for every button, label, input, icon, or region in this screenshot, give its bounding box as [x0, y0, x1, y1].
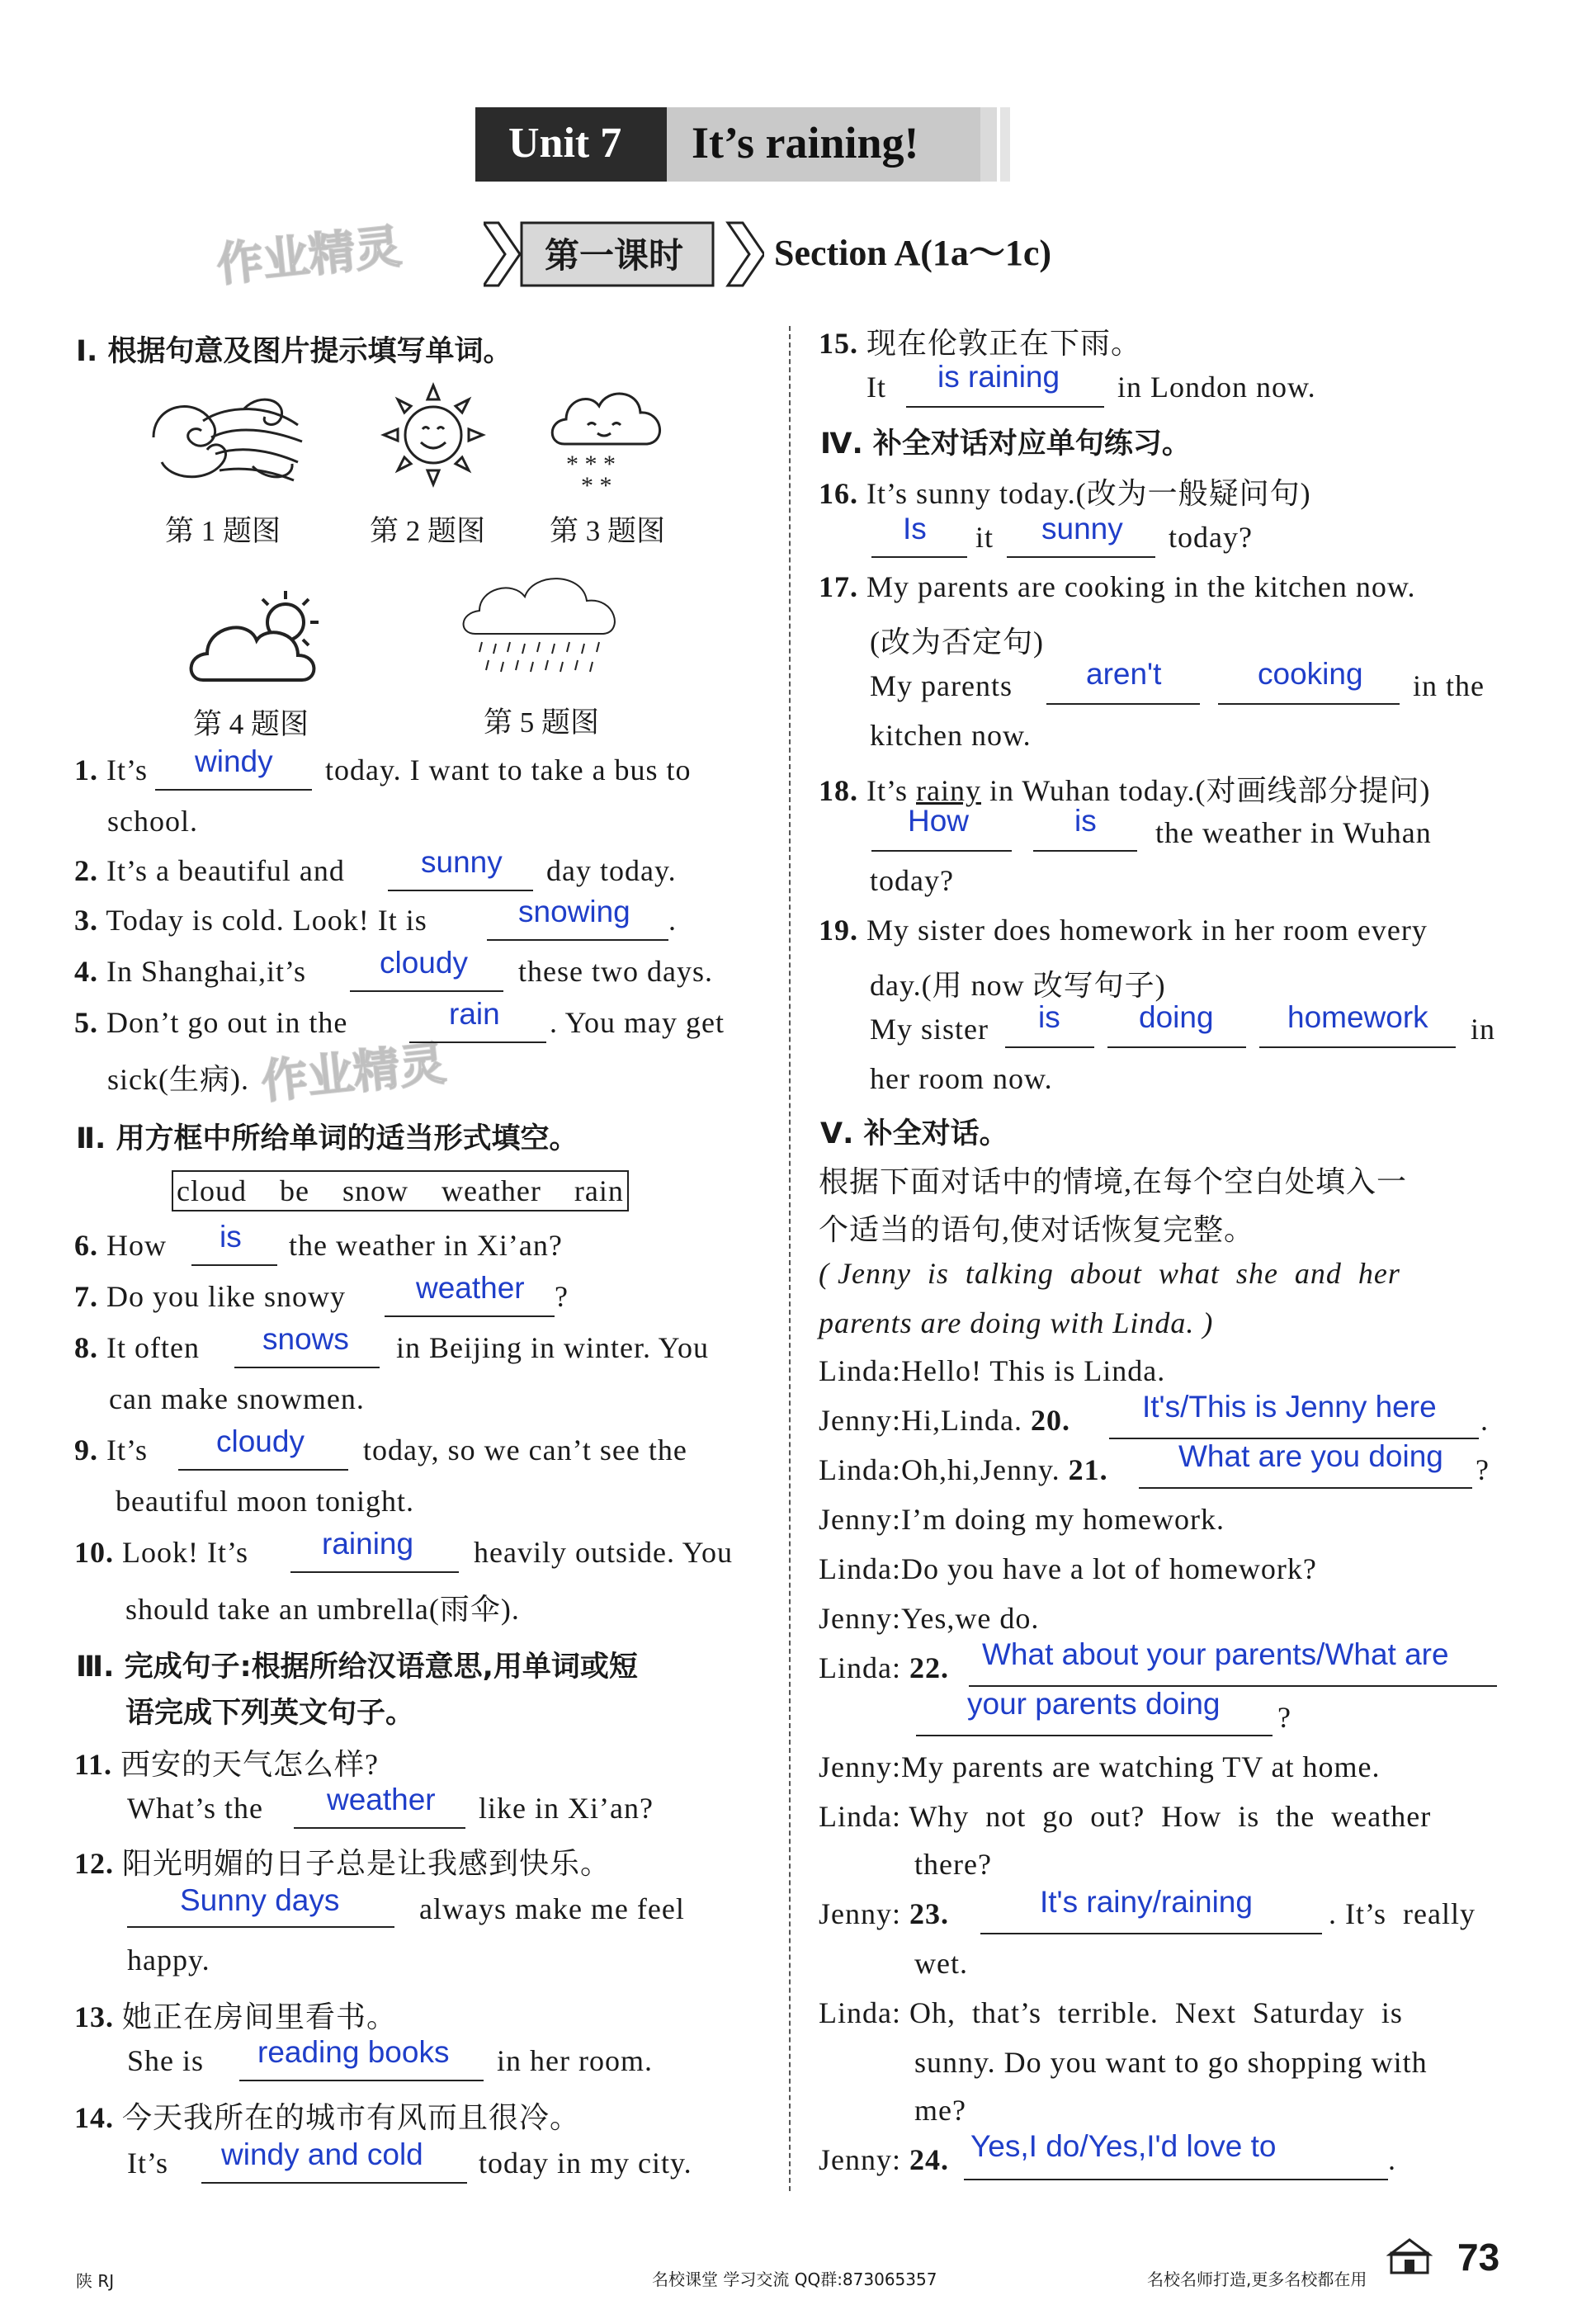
- part5-context-2: parents are doing with Linda. ): [819, 1306, 1214, 1339]
- q9-text: today, so we can’t see the: [363, 1433, 687, 1466]
- footer-left: 陕 RJ: [76, 2271, 115, 2291]
- q4-text: these two days.: [518, 955, 713, 988]
- q7: 7. Do you like snowy: [74, 1280, 346, 1313]
- q19: 19. My sister does homework in her room every: [819, 914, 1428, 947]
- q5-text: . You may get: [550, 1006, 725, 1039]
- q18-blank-1[interactable]: [871, 850, 1012, 852]
- lesson-badge: 第一课时: [545, 235, 684, 276]
- q15-b: in London now.: [1117, 371, 1316, 404]
- unit-number: Unit 7: [508, 120, 622, 167]
- q16-b: today?: [1169, 521, 1253, 554]
- q9-answer: cloudy: [216, 1424, 305, 1458]
- part5-context-1: ( Jenny is talking about what she and her: [819, 1257, 1400, 1290]
- q18-answer-2: is: [1074, 804, 1097, 838]
- q19-b: day.(用 now 改写句子): [870, 969, 1166, 1002]
- q14-cn: 14. 今天我所在的城市有风而且很冷。: [74, 2101, 581, 2134]
- dialog-line-9: Linda: Why not go out? How is the weather: [819, 1800, 1432, 1833]
- q13-blank[interactable]: [239, 2080, 484, 2081]
- q13-cn: 13. 她正在房间里看书。: [74, 2000, 398, 2033]
- q17-e: kitchen now.: [870, 719, 1032, 752]
- footer-mid: 名校课堂 学习交流 QQ群:873065357: [652, 2269, 937, 2289]
- part4-heading: Ⅳ. 补全对话对应单句练习。: [820, 427, 1191, 460]
- q1: 1. It’s: [74, 753, 149, 786]
- unit-name: It’s raining!: [692, 118, 919, 168]
- q12-c: happy.: [127, 1944, 210, 1977]
- q7-answer: weather: [416, 1271, 525, 1305]
- dialog-line-6: Jenny:Yes,we do.: [819, 1602, 1040, 1635]
- q7-blank[interactable]: [385, 1315, 555, 1317]
- q12-cn: 12. 阳光明媚的日子总是让我感到快乐。: [74, 1847, 611, 1880]
- q15-cn: 15. 现在伦敦正在下雨。: [819, 327, 1142, 360]
- q8-blank[interactable]: [234, 1367, 380, 1368]
- q16: 16. It’s sunny today.(改为一般疑问句): [819, 477, 1311, 510]
- footer-right: 名校名师打造,更多名校都在用: [1147, 2269, 1367, 2289]
- dialog-line-10-cont: wet.: [914, 1947, 968, 1980]
- dialog-line-11-cont: sunny. Do you want to go shopping with: [914, 2046, 1428, 2079]
- q5: 5. Don’t go out in the: [74, 1006, 348, 1039]
- dialog-line-12: Jenny: 24.: [819, 2143, 949, 2176]
- q15-blank[interactable]: [906, 406, 1104, 408]
- caption-3: 第 3 题图: [550, 515, 666, 547]
- caption-2: 第 2 题图: [370, 515, 486, 547]
- q22-answer-2: your parents doing: [967, 1687, 1221, 1721]
- dialog-line-2: Jenny:Hi,Linda. 20.: [819, 1404, 1070, 1437]
- q6-answer: is: [220, 1220, 242, 1254]
- q17-answer-1: aren't: [1086, 657, 1162, 691]
- q17-c: My parents: [870, 669, 1013, 702]
- dialog-line-9-cont: there?: [914, 1848, 992, 1881]
- dialog-line-8: Jenny:My parents are watching TV at home.: [819, 1750, 1381, 1783]
- snow-icon: [548, 380, 672, 495]
- q24-answer: Yes,I do/Yes,I'd love to: [970, 2129, 1277, 2163]
- q18: 18. It’s rainy in Wuhan today.(对画线部分提问): [819, 774, 1431, 807]
- part2-heading: Ⅱ. 用方框中所给单词的适当形式填空。: [76, 1122, 578, 1155]
- q8-cont: can make snowmen.: [109, 1382, 365, 1415]
- q1-blank[interactable]: [155, 789, 312, 791]
- q13-answer: reading books: [257, 2035, 450, 2069]
- q6: 6. How: [74, 1229, 167, 1262]
- part5-intro-2: 个适当的语句,使对话恢复完整。: [819, 1213, 1255, 1246]
- q23-blank[interactable]: [980, 1933, 1322, 1934]
- wind-icon: [145, 388, 310, 495]
- section-title: Section A(1a～1c): [774, 233, 1052, 273]
- word-box: cloud be snow weather rain: [172, 1170, 629, 1211]
- q15-answer: is raining: [937, 360, 1060, 394]
- q18-blank-2[interactable]: [1033, 850, 1137, 852]
- q12-blank[interactable]: [127, 1926, 394, 1928]
- q17: 17. My parents are cooking in the kitchen now.: [819, 570, 1416, 603]
- rain-icon: [459, 568, 632, 692]
- q16-blank-1[interactable]: [871, 556, 967, 558]
- q17-answer-2: cooking: [1258, 657, 1363, 691]
- school-logo-icon: [1386, 2233, 1433, 2279]
- q11-answer: weather: [327, 1783, 436, 1816]
- dialog-line-5: Linda:Do you have a lot of homework?: [819, 1552, 1317, 1585]
- dialog-line-7: Linda: 22.: [819, 1651, 949, 1684]
- q10-cont: should take an umbrella(雨伞).: [125, 1593, 520, 1626]
- q5-answer: rain: [449, 997, 500, 1031]
- q13-a: She is: [127, 2044, 205, 2077]
- q18-c: the weather in Wuhan: [1155, 816, 1432, 849]
- watermark: 作业精灵: [214, 220, 404, 293]
- part1-heading: Ⅰ. 根据句意及图片提示填写单词。: [76, 335, 512, 368]
- q10-answer: raining: [322, 1527, 414, 1561]
- q19-answer-1: is: [1038, 1000, 1060, 1034]
- q16-blank-2[interactable]: [1007, 556, 1155, 558]
- q9: 9. It’s: [74, 1433, 149, 1466]
- svg-text:* *: * *: [581, 472, 612, 495]
- q23-answer: It's rainy/raining: [1040, 1885, 1253, 1919]
- q2: 2. It’s a beautiful and: [74, 854, 345, 887]
- watermark-2: 作业精灵: [258, 1037, 449, 1110]
- dialog-line-11-cont-2: me?: [914, 2094, 966, 2127]
- q9-cont: beautiful moon tonight.: [116, 1485, 414, 1518]
- q20-answer: It's/This is Jenny here: [1142, 1390, 1437, 1424]
- unit-title-bar: [475, 107, 1020, 182]
- q4-blank[interactable]: [350, 990, 503, 992]
- dialog-line-11: Linda: Oh, that’s terrible. Next Saturday is: [819, 1996, 1403, 2029]
- q16-m: it: [975, 521, 994, 554]
- q4: 4. In Shanghai,it’s: [74, 955, 306, 988]
- q24-end: .: [1388, 2143, 1396, 2176]
- q12-answer: Sunny days: [180, 1883, 340, 1917]
- q4-answer: cloudy: [380, 946, 468, 980]
- q19-blank-2[interactable]: [1107, 1046, 1246, 1048]
- q20-end: .: [1480, 1404, 1489, 1437]
- q6-text: the weather in Xi’an?: [289, 1229, 563, 1262]
- part5-heading: Ⅴ. 补全对话。: [820, 1117, 1008, 1150]
- q1-text: today. I want to take a bus to: [325, 753, 692, 786]
- q14-b: today in my city.: [479, 2147, 692, 2180]
- caption-4: 第 4 题图: [193, 708, 309, 740]
- q19-c: My sister: [870, 1013, 989, 1046]
- q11-a: What’s the: [127, 1792, 263, 1825]
- q3-answer: snowing: [518, 895, 630, 928]
- sun-icon: [380, 381, 487, 489]
- q19-e: her room now.: [870, 1062, 1053, 1095]
- q11-blank[interactable]: [294, 1827, 465, 1829]
- q17-blank-2[interactable]: [1218, 703, 1400, 705]
- q8-answer: snows: [262, 1322, 349, 1356]
- dialog-line-1: Linda:Hello! This is Linda.: [819, 1354, 1166, 1387]
- q24-blank[interactable]: [964, 2179, 1388, 2180]
- caption-1: 第 1 题图: [165, 515, 281, 547]
- q14-a: It’s: [127, 2147, 169, 2180]
- part5-intro-1: 根据下面对话中的情境,在每个空白处填入一: [819, 1165, 1408, 1198]
- q2-text: day today.: [546, 854, 677, 887]
- q13-b: in her room.: [497, 2044, 653, 2077]
- q17-blank-1[interactable]: [1046, 703, 1200, 705]
- q16-answer-1: Is: [903, 512, 927, 546]
- q19-blank-3[interactable]: [1259, 1046, 1456, 1048]
- q2-blank[interactable]: [388, 890, 533, 891]
- q22-blank-2[interactable]: [916, 1735, 1273, 1736]
- q11-cn: 11. 西安的天气怎么样?: [74, 1748, 379, 1781]
- dialog-line-10-end: . It’s really: [1329, 1897, 1476, 1930]
- q14-blank[interactable]: [201, 2182, 467, 2184]
- svg-text:* * *: * * *: [566, 451, 616, 478]
- q5-cont: sick(生病).: [107, 1063, 249, 1096]
- q10-blank[interactable]: [290, 1571, 459, 1573]
- caption-5: 第 5 题图: [484, 706, 600, 739]
- q5-blank[interactable]: [409, 1041, 546, 1043]
- dialog-line-3: Linda:Oh,hi,Jenny. 21.: [819, 1453, 1108, 1486]
- cloud-sun-icon: [187, 581, 335, 697]
- q16-answer-2: sunny: [1041, 512, 1123, 546]
- q12-b: always make me feel: [419, 1892, 685, 1925]
- part3-heading-1: Ⅲ. 完成句子:根据所给汉语意思,用单词或短: [76, 1651, 638, 1684]
- q1-cont: school.: [107, 805, 198, 838]
- q1-answer: windy: [195, 744, 273, 778]
- q3-blank[interactable]: [487, 939, 668, 941]
- q18-d: today?: [870, 864, 954, 897]
- q3-text: .: [668, 904, 677, 937]
- q19-blank-1[interactable]: [1005, 1046, 1094, 1048]
- q15-a: It: [866, 371, 886, 404]
- q22-answer-1: What about your parents/What are: [982, 1637, 1449, 1671]
- q3: 3. Today is cold. Look! It is: [74, 904, 427, 937]
- q14-answer: windy and cold: [221, 2137, 423, 2171]
- q10-text: heavily outside. You: [474, 1536, 734, 1569]
- q8-text: in Beijing in winter. You: [396, 1331, 710, 1364]
- q2-answer: sunny: [421, 845, 503, 879]
- dialog-line-10: Jenny: 23.: [819, 1897, 949, 1930]
- dialog-line-4: Jenny:I’m doing my homework.: [819, 1503, 1225, 1536]
- q19-d: in: [1471, 1013, 1496, 1046]
- column-divider: [789, 326, 791, 2191]
- q18-answer-1: How: [908, 804, 970, 838]
- q9-blank[interactable]: [178, 1469, 348, 1471]
- q17-cn: (改为否定句): [870, 626, 1044, 659]
- q22-end: ?: [1277, 1701, 1291, 1734]
- q19-answer-3: homework: [1287, 1000, 1428, 1034]
- page-number: 73: [1457, 2236, 1500, 2279]
- part3-heading-2: 语完成下列英文句子。: [125, 1697, 415, 1730]
- q19-answer-2: doing: [1139, 1000, 1214, 1034]
- q21-end: ?: [1476, 1453, 1490, 1486]
- q21-answer: What are you doing: [1178, 1439, 1443, 1473]
- q10: 10. Look! It’s: [74, 1536, 248, 1569]
- q7-text: ?: [555, 1280, 569, 1313]
- q21-blank[interactable]: [1139, 1487, 1472, 1489]
- q11-b: like in Xi’an?: [479, 1792, 654, 1825]
- q17-d: in the: [1413, 669, 1485, 702]
- q6-blank[interactable]: [191, 1264, 277, 1266]
- q8: 8. It often: [74, 1331, 200, 1364]
